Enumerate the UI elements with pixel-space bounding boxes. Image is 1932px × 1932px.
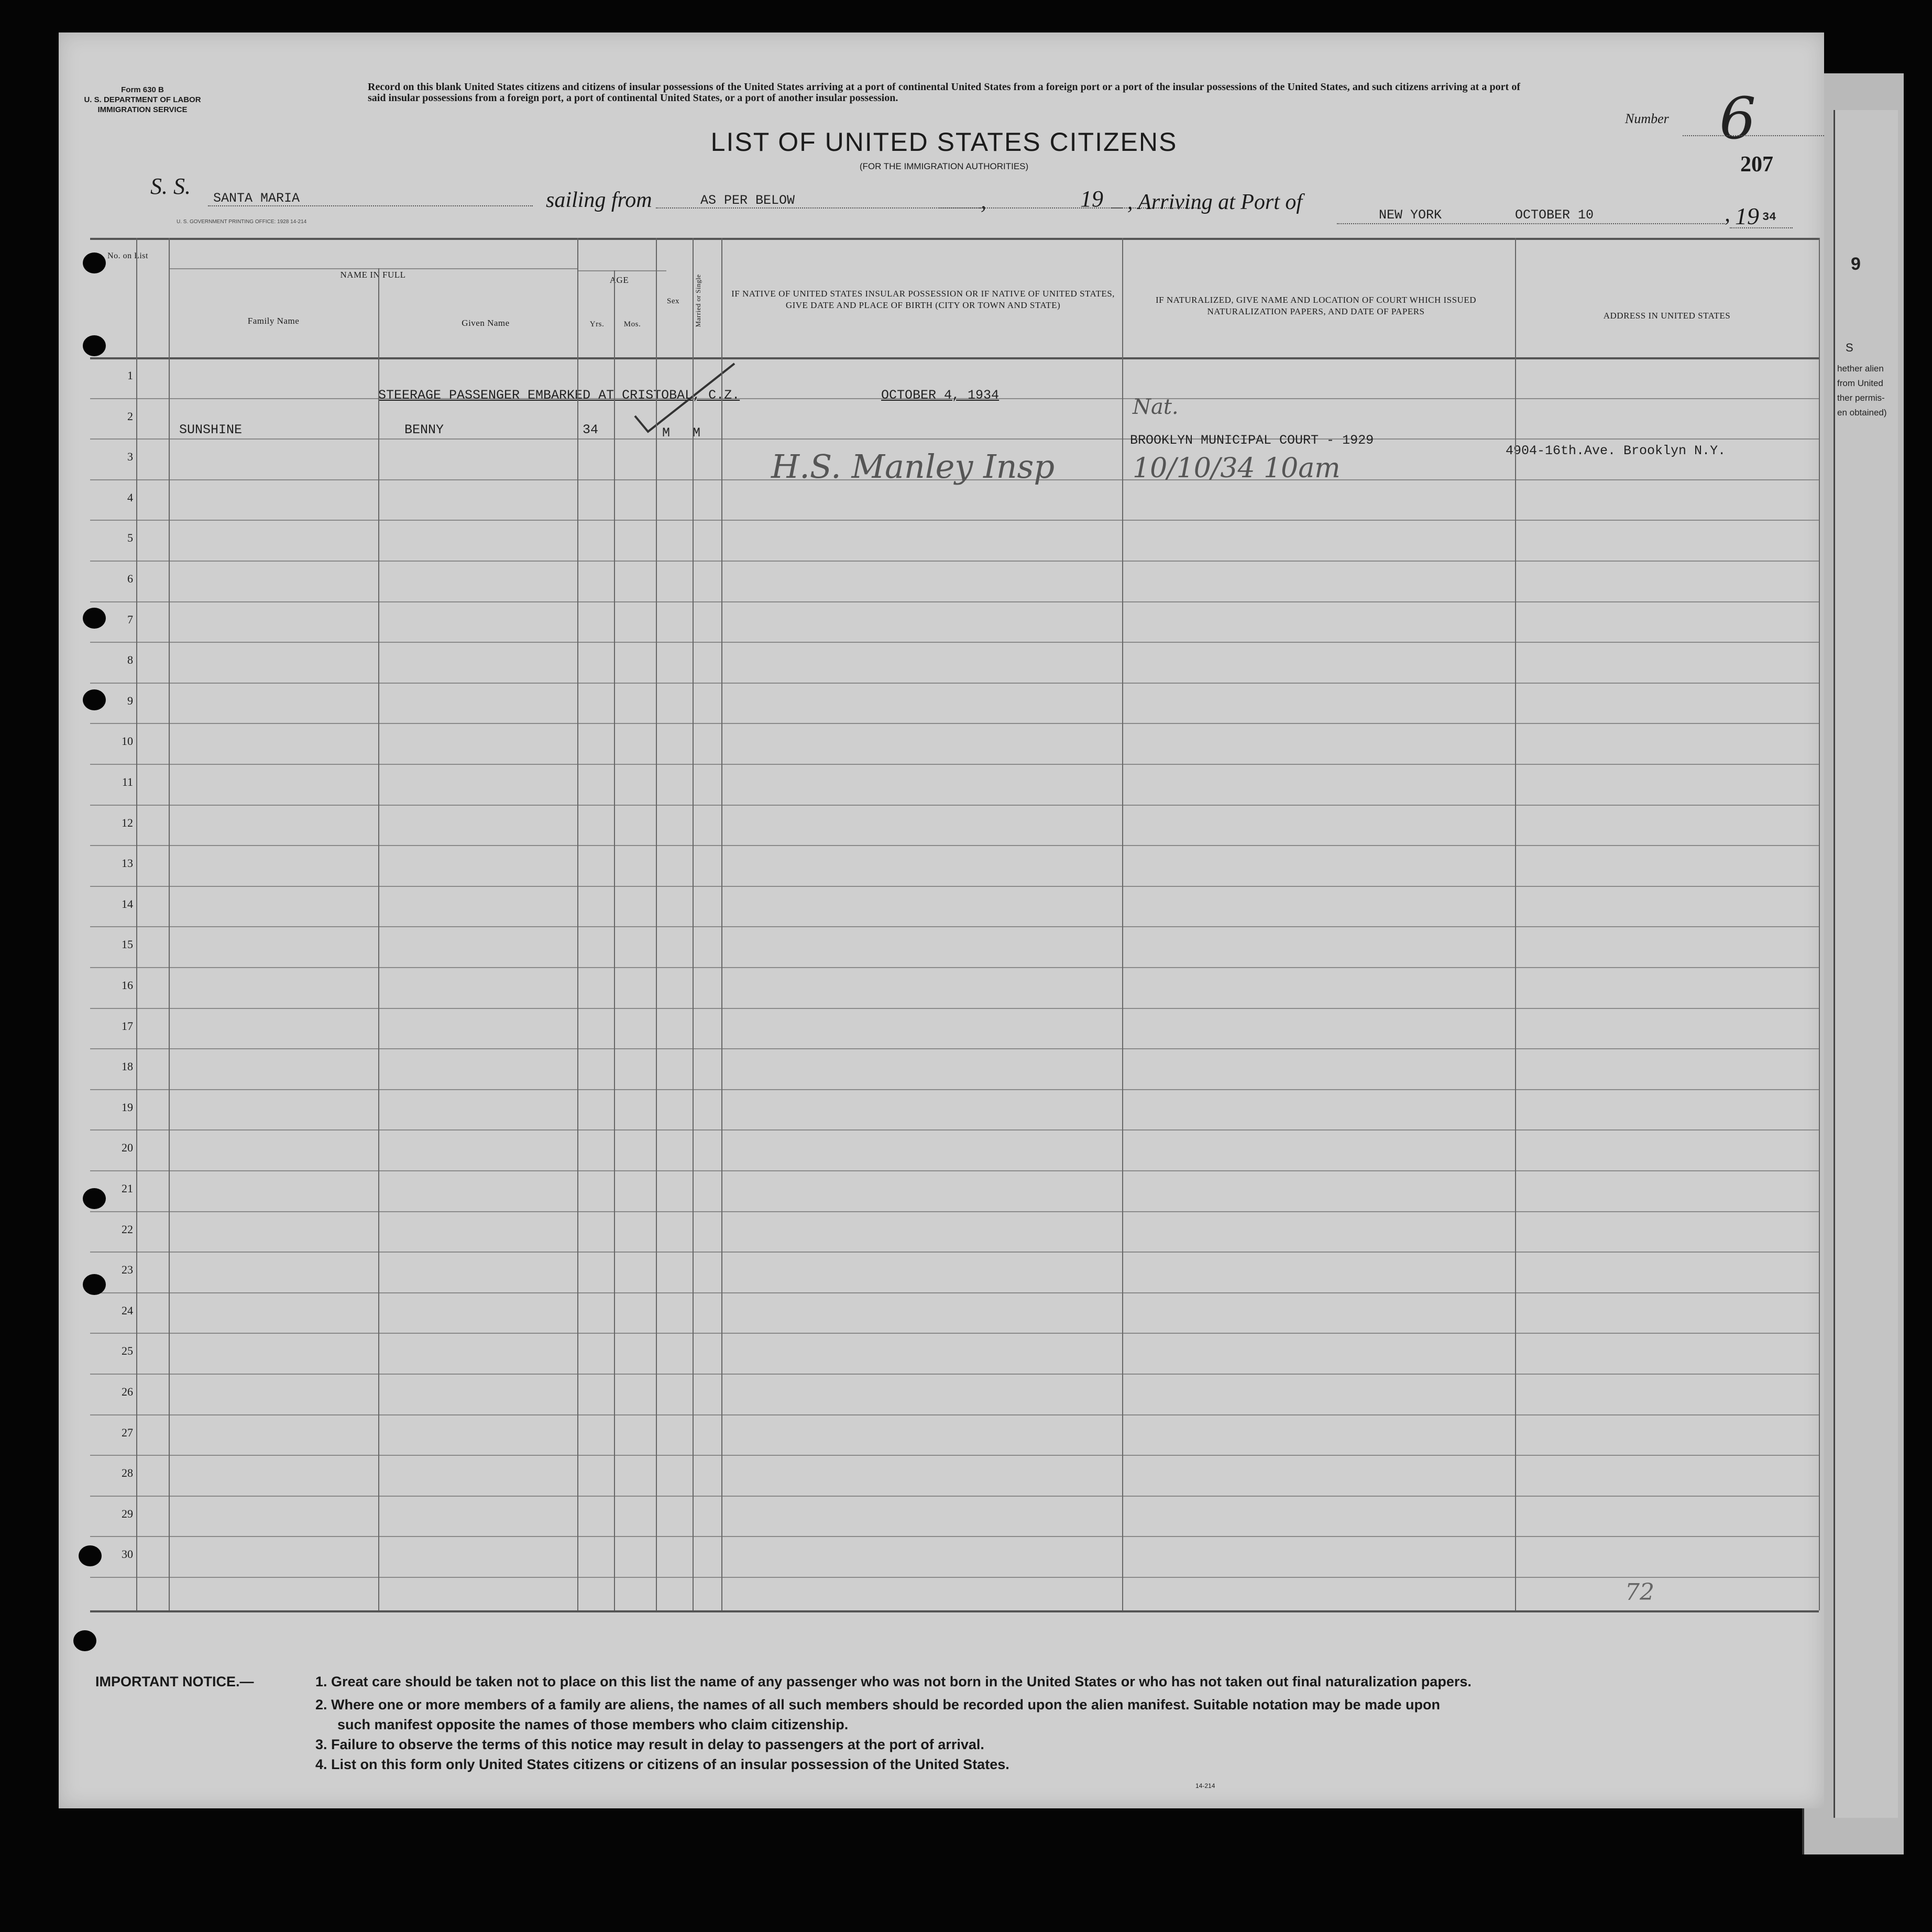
row-number: 14 [122,897,133,910]
row-number: 10 [122,734,133,748]
sailing-from-value: AS PER BELOW [700,193,795,208]
row-rule [90,1292,1819,1293]
year-prefix: 19 [1080,186,1103,212]
notice-heading: IMPORTANT NOTICE.— [95,1674,254,1689]
row-rule [90,1170,1819,1171]
ss-label: S. S. [150,173,191,199]
row-number: 7 [127,612,133,626]
punch-hole [83,608,106,629]
service-name: IMMIGRATION SERVICE [97,105,188,114]
row-rule [90,1008,1819,1009]
passenger-marital: M [693,425,701,441]
col-address: ADDRESS IN UNITED STATES [1603,311,1731,321]
col-given-name: Given Name [462,318,510,328]
row-rule [90,967,1819,968]
inspection-date: 10/10/34 10am [1133,453,1341,484]
ship-name: SANTA MARIA [213,191,300,206]
row-number: 1 [127,369,133,382]
manifest-sheet [59,32,1824,1808]
embark-note: STEERAGE PASSENGER EMBARKED AT CRISTOBAL, C.Z. [378,388,740,403]
inspector-signature: H.S. Manley Insp [771,447,1055,486]
row-number: 19 [122,1100,133,1114]
col-age: AGE [609,275,629,285]
bottom-code: 14-214 [1195,1782,1215,1790]
row-rule [90,1252,1819,1253]
row-rule [90,601,1819,602]
row-rule [90,845,1819,846]
row-number: 25 [122,1344,133,1358]
row-rule [90,1374,1819,1375]
check-mark-icon [624,358,740,442]
row-rule [90,520,1819,521]
row-rule [90,926,1819,927]
print-mark: U. S. GOVERNMENT PRINTING OFFICE: 1928 14-214 [177,219,307,225]
back-line-1: hether alien [1837,364,1884,374]
stamp-number: 207 [1740,152,1773,177]
col-age-years: Yrs. [589,320,605,328]
row-rule [90,683,1819,684]
punch-hole [83,1188,106,1209]
back-line-4: en obtained) [1837,408,1887,418]
back-col-fragment: 9 [1851,254,1861,274]
punch-hole [83,689,106,710]
col-naturalized: IF NATURALIZED, GIVE NAME AND LOCATION OF COURT WHICH ISSUED NATURALIZATION PAPERS, AND DATE OF PAPERS [1155,295,1476,316]
passenger-address: 4904-16th.Ave. Brooklyn N.Y. [1506,443,1726,458]
passenger-age: 34 [583,422,599,437]
citizen-list-table [90,238,1819,1610]
arrival-comma: , [1725,201,1730,226]
arrival-port: NEW YORK [1379,207,1442,223]
column-divider [378,268,379,1610]
row-number: 2 [127,409,133,423]
row-rule [90,886,1819,887]
col-no-on-list: No. on List [107,251,148,260]
passenger-given-name: BENNY [404,422,444,437]
col-married-single: Married or Single [694,274,702,327]
punch-hole [83,1274,106,1295]
row-rule [90,1048,1819,1049]
row-number: 12 [122,816,133,829]
column-divider [136,238,137,1610]
row-rule [90,1577,1819,1578]
row-number: 23 [122,1263,133,1277]
column-divider [1515,238,1516,1610]
arriving-label: , Arriving at Port of [1127,190,1303,214]
col-native-insular: IF NATIVE OF UNITED STATES INSULAR POSSESSION OR IF NATIVE OF UNITED STATES, GIVE DATE AND PLACE OF BIRTH (CITY OR TOWN AND STATE) [731,289,1115,310]
row-rule [90,805,1819,806]
sailing-from-label: sailing from [546,188,652,212]
row-number: 29 [122,1507,133,1520]
row-number: 6 [127,572,133,585]
embark-date: OCTOBER 4, 1934 [881,388,1000,403]
notice-item-2-cont: such manifest opposite the names of those members who claim citizenship. [337,1717,849,1732]
row-number: 20 [122,1141,133,1155]
list-number: 6 [1719,85,1756,152]
row-rule [90,561,1819,562]
row-number: 28 [122,1466,133,1480]
punch-hole [83,253,106,273]
row-number: 3 [127,450,133,464]
row-number: 13 [122,857,133,870]
row-rule [90,1496,1819,1497]
handwritten-nat: Nat. [1133,395,1179,419]
row-rule [90,438,1819,440]
punch-hole [73,1630,96,1651]
arrival-date: OCTOBER 10 [1515,207,1594,223]
row-number: 16 [122,979,133,992]
row-rule [90,1129,1819,1130]
punch-hole [83,335,106,356]
notice-item-2: 2. Where one or more members of a family are aliens, the names of all such members should be recorded upon the alien manifest. Suitable notation may be made upon [315,1697,1441,1713]
col-sex: Sex [667,297,679,305]
back-line-2: from United [1837,378,1883,388]
form-number: Form 630 B [121,85,164,94]
arrival-year-prefix: 19 [1735,203,1759,229]
row-rule [90,1536,1819,1537]
col-family-name: Family Name [247,316,300,326]
record-instructions: Record on this blank United States citizens and citizens of insular possessions of the United States arriving at a port of continental United States from a foreign port or a port of the insular possessions of the United States, and such citizens arriving at a port of said insular possessions from a foreign port, a port of continental United States, or a port of another insular possession. [368,81,1520,104]
row-number: 8 [127,653,133,667]
row-rule [90,723,1819,724]
row-rule [90,1089,1819,1090]
column-divider [614,270,615,1610]
row-number: 24 [122,1303,133,1317]
row-number: 18 [122,1060,133,1073]
column-divider [721,238,722,1610]
row-number: 4 [127,490,133,504]
column-divider [577,238,578,1610]
row-rule [90,1333,1819,1334]
row-rule [90,1414,1819,1415]
row-rule [90,1211,1819,1212]
form-id-block [74,85,211,115]
column-divider [1122,238,1123,1610]
notice-item-4: 4. List on this form only United States citizens or citizens of an insular possession of the United States. [315,1757,1009,1772]
department-name: U. S. DEPARTMENT OF LABOR [84,95,201,104]
back-line-3: ther permis- [1837,393,1885,403]
row-rule [90,1455,1819,1456]
row-number: 11 [122,775,133,788]
column-divider [169,238,170,1610]
col-age-months: Mos. [623,320,641,328]
column-divider [693,238,694,1610]
passenger-naturalization: BROOKLYN MUNICIPAL COURT - 1929 [1130,433,1374,448]
passenger-family-name: SUNSHINE [179,422,243,437]
row-number: 26 [122,1385,133,1398]
notice-item-1: 1. Great care should be taken not to place on this list the name of any passenger who was not born in the United States or who has not taken out final naturalization papers. [315,1674,1472,1689]
row-number: 15 [122,938,133,951]
comma-separator: , [981,188,986,214]
number-label: Number [1625,111,1669,126]
column-divider [656,238,657,1610]
back-header-fragment: S [1846,341,1853,354]
page-subtitle: (FOR THE IMMIGRATION AUTHORITIES) [859,161,1029,171]
row-number: 22 [122,1222,133,1236]
passenger-sex: M [662,425,671,441]
punch-hole [79,1545,102,1566]
column-divider [1819,238,1820,1610]
page-title: LIST OF UNITED STATES CITIZENS [710,127,1178,157]
arrival-year: 34 [1762,211,1776,224]
notice-item-3: 3. Failure to observe the terms of this notice may result in delay to passengers at the port of arrival. [315,1737,984,1752]
row-number: 21 [122,1182,133,1195]
row-number: 17 [122,1019,133,1033]
row-rule [90,642,1819,643]
back-sheet-inner [1834,110,1898,1818]
col-name-in-full: NAME IN FULL [340,270,406,280]
row-rule [90,764,1819,765]
row-number: 30 [122,1547,133,1561]
page-note: 72 [1625,1579,1654,1606]
row-number: 5 [127,531,133,545]
row-number: 27 [122,1425,133,1439]
row-number: 9 [127,694,133,707]
